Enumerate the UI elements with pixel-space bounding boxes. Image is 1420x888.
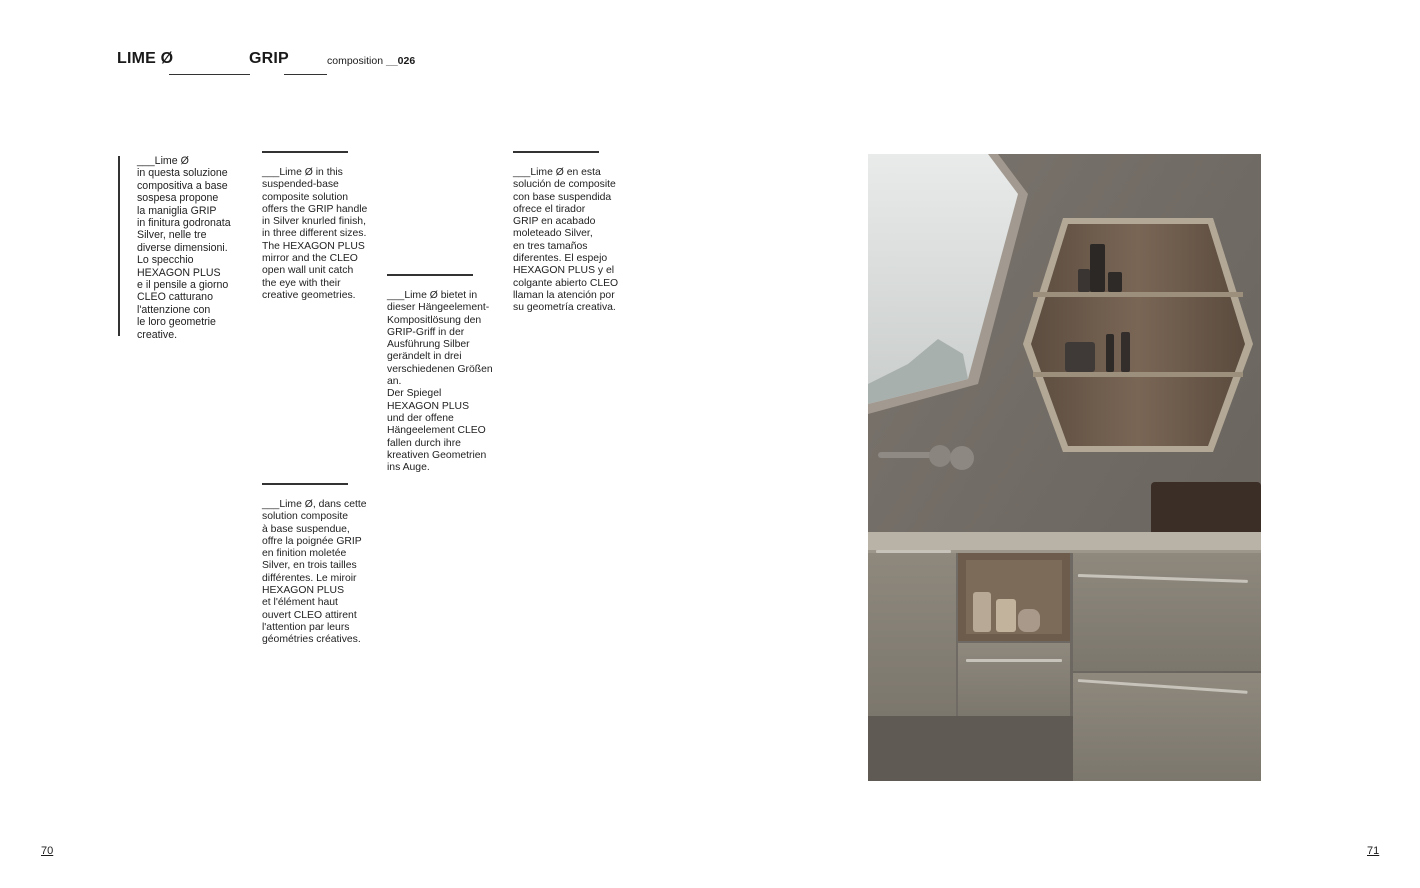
french-text: ___Lime Ø, dans cette solution composite à base suspendue, offre la poignée GRIP en finition moletée Silver, en trois tailles différentes. Le miroir HEXAGON PLUS et l'élément haut ouvert CLEO attirent l'attention par leurs géométries créatives.: [262, 499, 367, 646]
header-underline-2: [284, 74, 327, 75]
spanish-text: ___Lime Ø en esta solución de composite con base suspendida ofrece el tirador GRIP en acabado moleteado Silver, en tres tamaños diferentes. El espejo HEXAGON PLUS y el colgante abierto CLEO llaman la atención por su geometría creativa.: [513, 167, 619, 314]
german-rule: [387, 274, 473, 276]
italian-text: ___Lime Ø in questa soluzione compositiva a base sospesa propone la maniglia GRIP in finitura godronata Silver, nelle tre diverse dimensioni. Lo specchio HEXAGON PLUS e il pensile a giorno CLEO catturano l'attenzione con le loro geometrie creative.: [137, 155, 231, 341]
english-rule: [262, 151, 348, 153]
handle-title: GRIP: [249, 50, 289, 67]
brand-title: LIME Ø: [117, 50, 174, 67]
bathroom-composition-photo: [868, 154, 1261, 781]
spanish-rule: [513, 151, 599, 153]
page-number-right: 71: [1367, 845, 1380, 857]
english-text: ___Lime Ø in this suspended-base composite solution offers the GRIP handle in Silver knurled finish, in three different sizes. The HEXAGON PLUS mirror and the CLEO open wall unit catch the eye with their creative geometries.: [262, 167, 368, 301]
header-underline-1: [169, 74, 250, 75]
page-number-left: 70: [41, 845, 54, 857]
german-text: ___Lime Ø bietet in dieser Hängeelement- Kompositlösung den GRIP-Griff in der Ausführung Silber gerändelt in drei verschiedenen Größen an. Der Spiegel HEXAGON PLUS und der offene Hängeelement CLEO fallen durch ihre kreativen Geometrien ins Auge.: [387, 290, 493, 474]
composition-label: composition: [327, 55, 384, 67]
french-rule: [262, 483, 348, 485]
italian-side-bar: [118, 156, 120, 336]
composition-number: __026: [386, 55, 416, 67]
